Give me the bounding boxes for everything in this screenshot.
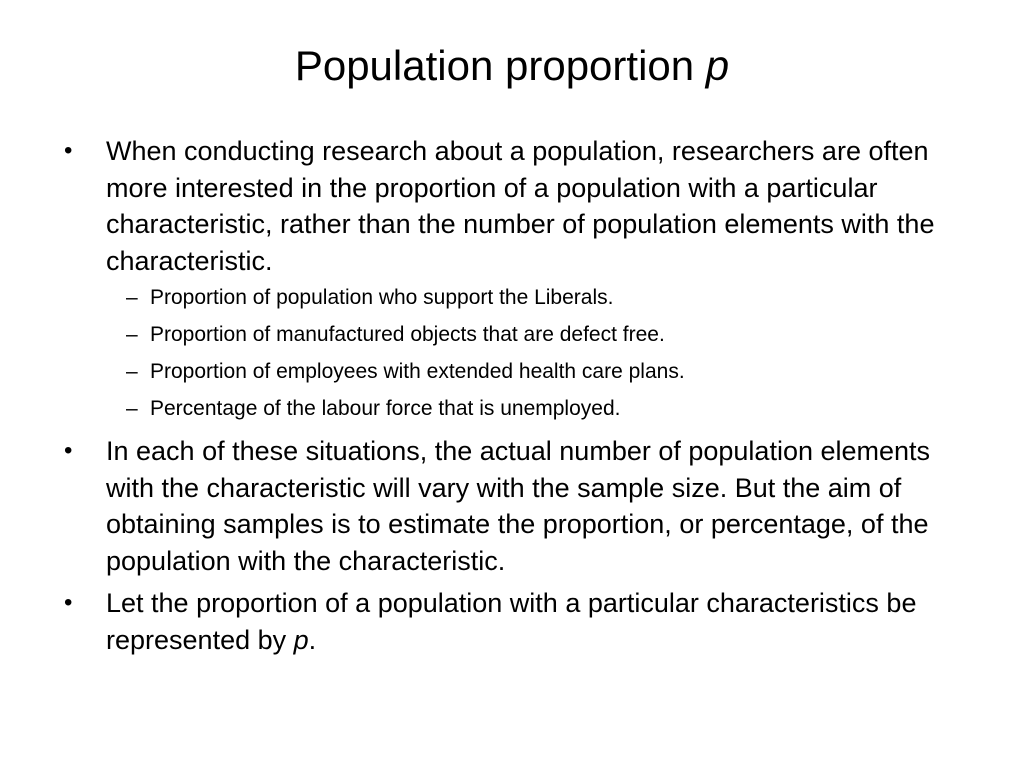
bullet-variable-p: p — [293, 624, 309, 655]
slide-title — [0, 38, 1024, 94]
bullet-suffix: . — [308, 624, 317, 655]
dash-icon: – — [126, 360, 138, 383]
bullet-icon: • — [64, 589, 73, 616]
sub-item-2 — [62, 322, 962, 348]
bullet-item-3 — [62, 585, 962, 658]
dash-icon: – — [126, 323, 138, 346]
bullet-text-1: When conducting research about a population, researchers are often more interested in the proportion of a population with a particular characteristic, rather than the number of population elements with the characteristic. — [106, 136, 935, 276]
sub-item-text-1: Proportion of population who support the Liberals. — [150, 286, 614, 309]
sub-item-text-4: Percentage of the labour force that is unemployed. — [150, 397, 621, 420]
sub-item-3 — [62, 359, 962, 385]
bullet-text-3: Let the proportion of a population with a particular characteristics be represented by — [106, 588, 917, 655]
bullet-icon: • — [64, 137, 73, 164]
bullet-icon: • — [64, 437, 73, 464]
bullet-item-1 — [62, 133, 962, 279]
slide-title-text: Population proportion — [294, 42, 706, 89]
sub-item-text-2: Proportion of manufactured objects that are defect free. — [150, 323, 665, 346]
bullet-text-2: In each of these situations, the actual number of population elements with the characteristic will vary with the sample size. But the aim of obtaining samples is to estimate the proportion, or percentage, of the population with the characteristic. — [106, 436, 931, 576]
dash-icon: – — [126, 286, 138, 309]
dash-icon: – — [126, 397, 138, 420]
slide-title-variable: p — [705, 42, 730, 89]
bullet-item-2 — [62, 433, 962, 579]
sub-item-text-3: Proportion of employees with extended health care plans. — [150, 360, 685, 383]
sub-item-4 — [62, 396, 962, 422]
sub-item-1 — [62, 285, 962, 311]
sub-list — [62, 285, 962, 422]
slide-body — [62, 133, 962, 664]
